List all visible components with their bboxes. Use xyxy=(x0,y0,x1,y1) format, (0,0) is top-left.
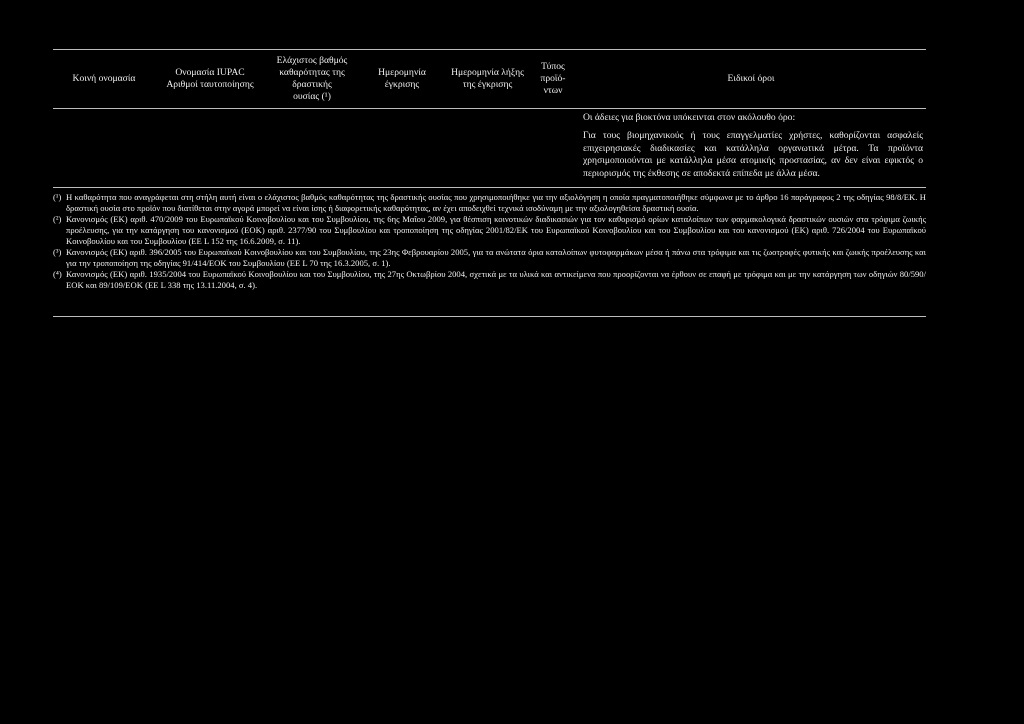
footnote xyxy=(53,269,926,291)
footnote xyxy=(53,214,926,247)
provisions-condition: Για τους βιομηχανικούς ή τους επαγγελματίες χρήστες, καθορίζονται ασφαλείς επιχειρησιακές διαδικασίες και κατάλληλα οργανωτικά μέτρα. Τα προϊόντα χρησιμοποιούνται με κατάλληλα μέσα ατομικής προστασίας, αν δεν είναι εφικτός ο περιορισμός της έκθεσης σε αποδεκτά επίπεδα με άλλα μέσα. xyxy=(583,130,923,179)
footnote-text: Κανονισμός (ΕΚ) αριθ. 470/2009 του Ευρωπαϊκού Κοινοβουλίου και του Συμβουλίου, της 6ης Μαΐου 2009, για θέσπιση κοινοτικών διαδικασιών για τον καθορισμό ορίων καταλοίπων των φαρμακολογικά δραστικών ουσιών στα τρόφιμα ζωικής προέλευσης, για την κατάργηση του κανονισμού (ΕΟΚ) αριθ. 2377/90 του Συμβουλίου και τροποποίηση της οδηγίας 2001/82/ΕΚ του Ευρωπαϊκού Κοινοβουλίου και του Συμβουλίου και του κανονισμού (ΕΚ) αριθ. 726/2004 του Ευρωπαϊκού Κοινοβουλίου και του Συμβουλίου (ΕΕ L 152 της 16.6.2009, σ. 11). xyxy=(66,214,926,246)
header-product-type: Τύπος προϊό- ντων xyxy=(540,61,566,96)
header-approval-date: Ημερομηνία έγκρισης xyxy=(378,67,426,90)
footnote xyxy=(53,192,926,214)
footnotes xyxy=(53,192,926,291)
footnote-marker: (⁴) xyxy=(53,269,62,279)
header-specific-provisions: Ειδικοί όροι xyxy=(727,73,775,84)
footnote-marker: (¹) xyxy=(53,192,62,202)
footnotes-end-rule xyxy=(53,316,926,317)
footnote xyxy=(53,247,926,269)
footnote-text: Η καθαρότητα που αναγράφεται στη στήλη αυτή είναι ο ελάχιστος βαθμός καθαρότητας της δραστικής ουσίας που χρησιμοποιήθηκε για την αξιολόγηση η οποία πραγματοποιήθηκε σύμφωνα με το άρθρο 16 παράγραφος 2 της οδηγίας 98/8/ΕΚ. Η δραστική ουσία στο προϊόν που διατίθεται στην αγορά μπορεί να είναι ίσης ή διαφορετικής καθαρότητας, αν έχει αποδειχθεί τεχνικά ισοδύναμη με την αξιολογηθείσα δραστική ουσία. xyxy=(66,192,926,213)
header-common-name: Κοινή ονομασία xyxy=(72,73,136,84)
table-header-rule xyxy=(53,108,926,109)
specific-provisions-cell xyxy=(583,112,923,180)
header-minimum-purity: Ελάχιστος βαθμός καθαρότητας της δραστικής ουσίας (¹) xyxy=(276,55,348,102)
footnote-text: Κανονισμός (ΕΚ) αριθ. 1935/2004 του Ευρωπαϊκού Κοινοβουλίου και του Συμβουλίου, της 27ης Οκτωβρίου 2004, σχετικά με τα υλικά και αντικείμενα που προορίζονται να έρθουν σε επαφή με τρόφιμα και με την κατάργηση των οδηγιών 80/590/ΕΟΚ και 89/109/ΕΟΚ (ΕΕ L 338 της 13.11.2004, σ. 4). xyxy=(66,269,926,290)
footnote-marker: (²) xyxy=(53,214,62,224)
provisions-intro: Οι άδειες για βιοκτόνα υπόκεινται στον ακόλουθο όρο: xyxy=(583,112,796,123)
footnote-marker: (³) xyxy=(53,247,62,257)
header-expiry-date: Ημερομηνία λήξης της έγκρισης xyxy=(451,67,524,90)
table-bottom-rule xyxy=(53,187,926,188)
footnote-text: Κανονισμός (ΕΚ) αριθ. 396/2005 του Ευρωπαϊκού Κοινοβουλίου και του Συμβουλίου, της 23ης Φεβρουαρίου 2005, για τα ανώτατα όρια καταλοίπων φυτοφαρμάκων μέσα ή πάνω στα τρόφιμα και τις ζωοτροφές φυτικής και ζωικής προέλευσης και για την τροποποίηση της οδηγίας 91/414/ΕΟΚ του Συμβουλίου (ΕΕ L 70 της 16.3.2005, σ. 1). xyxy=(66,247,926,268)
header-iupac-name: Ονομασία IUPAC Αριθμοί ταυτοποίησης xyxy=(166,67,254,90)
